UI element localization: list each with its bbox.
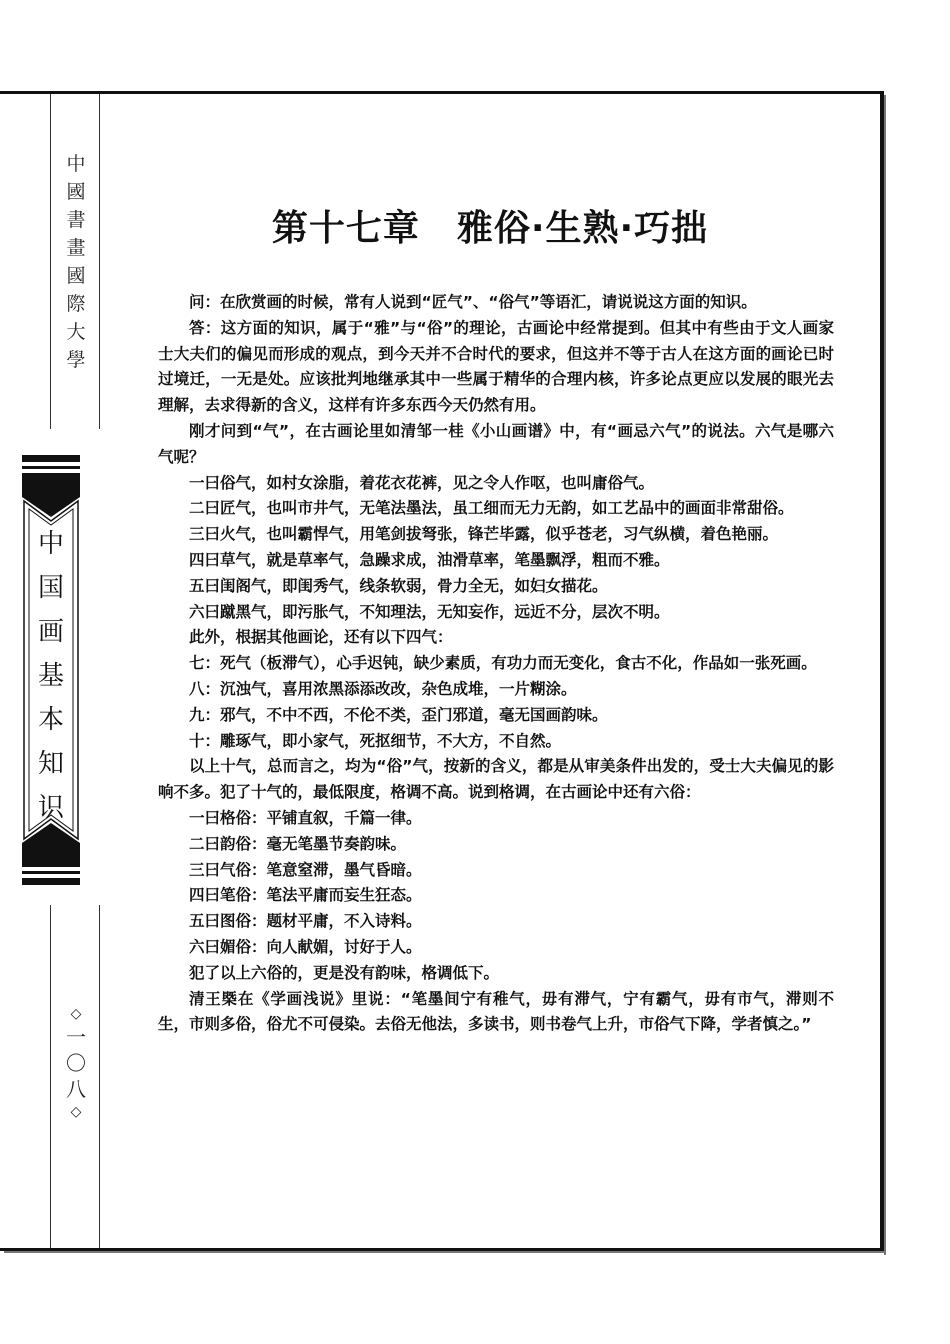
paragraph: 十：雕琢气，即小家气，死抠细节，不大方，不自然。 (189, 731, 562, 750)
sidebar-rule-right-top (99, 94, 100, 429)
paragraph: 九：邪气，不中不西，不伦不类，歪门邪道，毫无国画韵味。 (189, 705, 608, 724)
paragraph: 一曰俗气，如村女涂脂，着花衣花裤，见之令人作呕，也叫庸俗气。 (189, 473, 655, 492)
page-frame-right-shadow (884, 95, 886, 1255)
book-title-char: 知 (37, 749, 64, 779)
paragraph: 六曰媚俗：向人献媚，讨好于人。 (189, 937, 422, 956)
paragraph: 以上十气，总而言之，均为“俗”气，按新的含义，都是从审美条件出发的，受士大夫偏见的影响不多。犯了十气的，最低限度，格调不高。说到格调，在古画论中还有六俗： (158, 757, 834, 802)
book-title-char: 国 (37, 573, 64, 603)
paragraph: 刚才问到“气”，在古画论里如清邹一桂《小山画谱》中，有“画忌六气”的说法。六气是哪六气呢？ (158, 421, 834, 466)
school-name-char: 際 (66, 293, 86, 315)
page-number-digit: 一 (66, 1025, 86, 1049)
paragraph: 二曰匠气，也叫市井气，无笔法墨法，虽工细而无力无韵，如工艺品中的画面非常甜俗。 (189, 499, 794, 518)
school-name-char: 國 (66, 265, 86, 287)
paragraph: 三曰气俗：笔意窒滞，墨气昏暗。 (189, 860, 422, 879)
diamond-icon: ◇ (70, 1104, 82, 1120)
page-number-digit: 〇 (66, 1051, 86, 1075)
sidebar-book-title (32, 522, 70, 830)
paragraph: 此外，根据其他画论，还有以下四气： (189, 628, 453, 647)
paragraph: 六曰蹴黑气，即污胀气，不知理法，无知妄作，远近不分，层次不明。 (189, 602, 670, 621)
school-name-char: 書 (66, 209, 86, 231)
paragraph: 三曰火气，也叫霸悍气，用笔剑拔弩张，锋芒毕露，似乎苍老，习气纵横，着色艳丽。 (189, 525, 779, 544)
page-frame-top (0, 91, 884, 94)
book-title-char: 识 (37, 793, 64, 823)
body-text (158, 290, 834, 1038)
paragraph: 犯了以上六俗的，更是没有韵味，格调低下。 (189, 963, 500, 982)
book-title-char: 基 (37, 661, 64, 691)
school-name-char: 大 (66, 321, 86, 343)
paragraph: 问：在欣赏画的时候，常有人说到“匠气”、“俗气”等语汇，请说说这方面的知识。 (189, 293, 757, 311)
school-name-char: 中 (66, 153, 86, 175)
page-number-digit: 八 (66, 1077, 86, 1101)
paragraph: 一曰格俗：平铺直叙，千篇一律。 (189, 808, 422, 827)
sidebar-school-name (62, 150, 90, 374)
diamond-icon: ◇ (70, 1006, 82, 1022)
paragraph: 四曰草气，就是草率气，急躁求成，油滑草率，笔墨飘浮，粗而不雅。 (189, 550, 670, 569)
page-number (62, 1004, 90, 1122)
paragraph: 七：死气（板滞气），心手迟钝，缺少素质，有功力而无变化，食古不化，作品如一张死画。 (189, 654, 817, 673)
paragraph: 二曰韵俗：毫无笔墨节奏韵味。 (189, 834, 407, 853)
paragraph: 清王槩在《学画浅说》里说：“笔墨间宁有稚气，毋有滞气，宁有霸气，毋有市气，滞则不生，市则多俗，俗尤不可侵染。去俗无他法，多读书，则书卷气上升，市俗气下降，学者慎之。” (158, 989, 834, 1034)
page-frame-bottom-shadow (4, 1251, 886, 1253)
sidebar-rule-right-bottom (99, 905, 100, 1248)
sidebar-rule-left-top (50, 94, 51, 429)
school-name-char: 國 (66, 181, 86, 203)
chapter-title: 第十七章 雅俗·生熟·巧拙 (271, 208, 709, 249)
paragraph: 八：沉浊气，喜用浓黑添添改改，杂色成堆，一片糊涂。 (189, 679, 577, 698)
school-name-char: 學 (66, 349, 86, 371)
paragraph: 四曰笔俗：笔法平庸而妄生狂态。 (189, 886, 422, 905)
sidebar-rule-left-bottom (50, 905, 51, 1248)
book-title-char: 画 (37, 617, 64, 647)
book-title-char: 中 (37, 529, 64, 559)
paragraph: 五曰闺阁气，即闺秀气，线条软弱，骨力全无，如妇女描花。 (189, 576, 608, 595)
school-name-char: 畫 (66, 237, 86, 259)
book-title-char: 本 (37, 705, 64, 735)
paragraph: 五曰图俗：题材平庸，不入诗料。 (189, 912, 422, 931)
paragraph: 答：这方面的知识，属于“雅”与“俗”的理论，古画论中经常提到。但其中有些由于文人画家士大夫们的偏见而形成的观点，到今天并不合时代的要求，但这并不等于古人在这方面的画论已时过境迁，一无是处。应该批判地继承其中一些属于精华的合理内核，许多论点更应以发展的眼光去理解，去求得新的含义，这样有许多东西今天仍然有用。 (158, 318, 834, 415)
